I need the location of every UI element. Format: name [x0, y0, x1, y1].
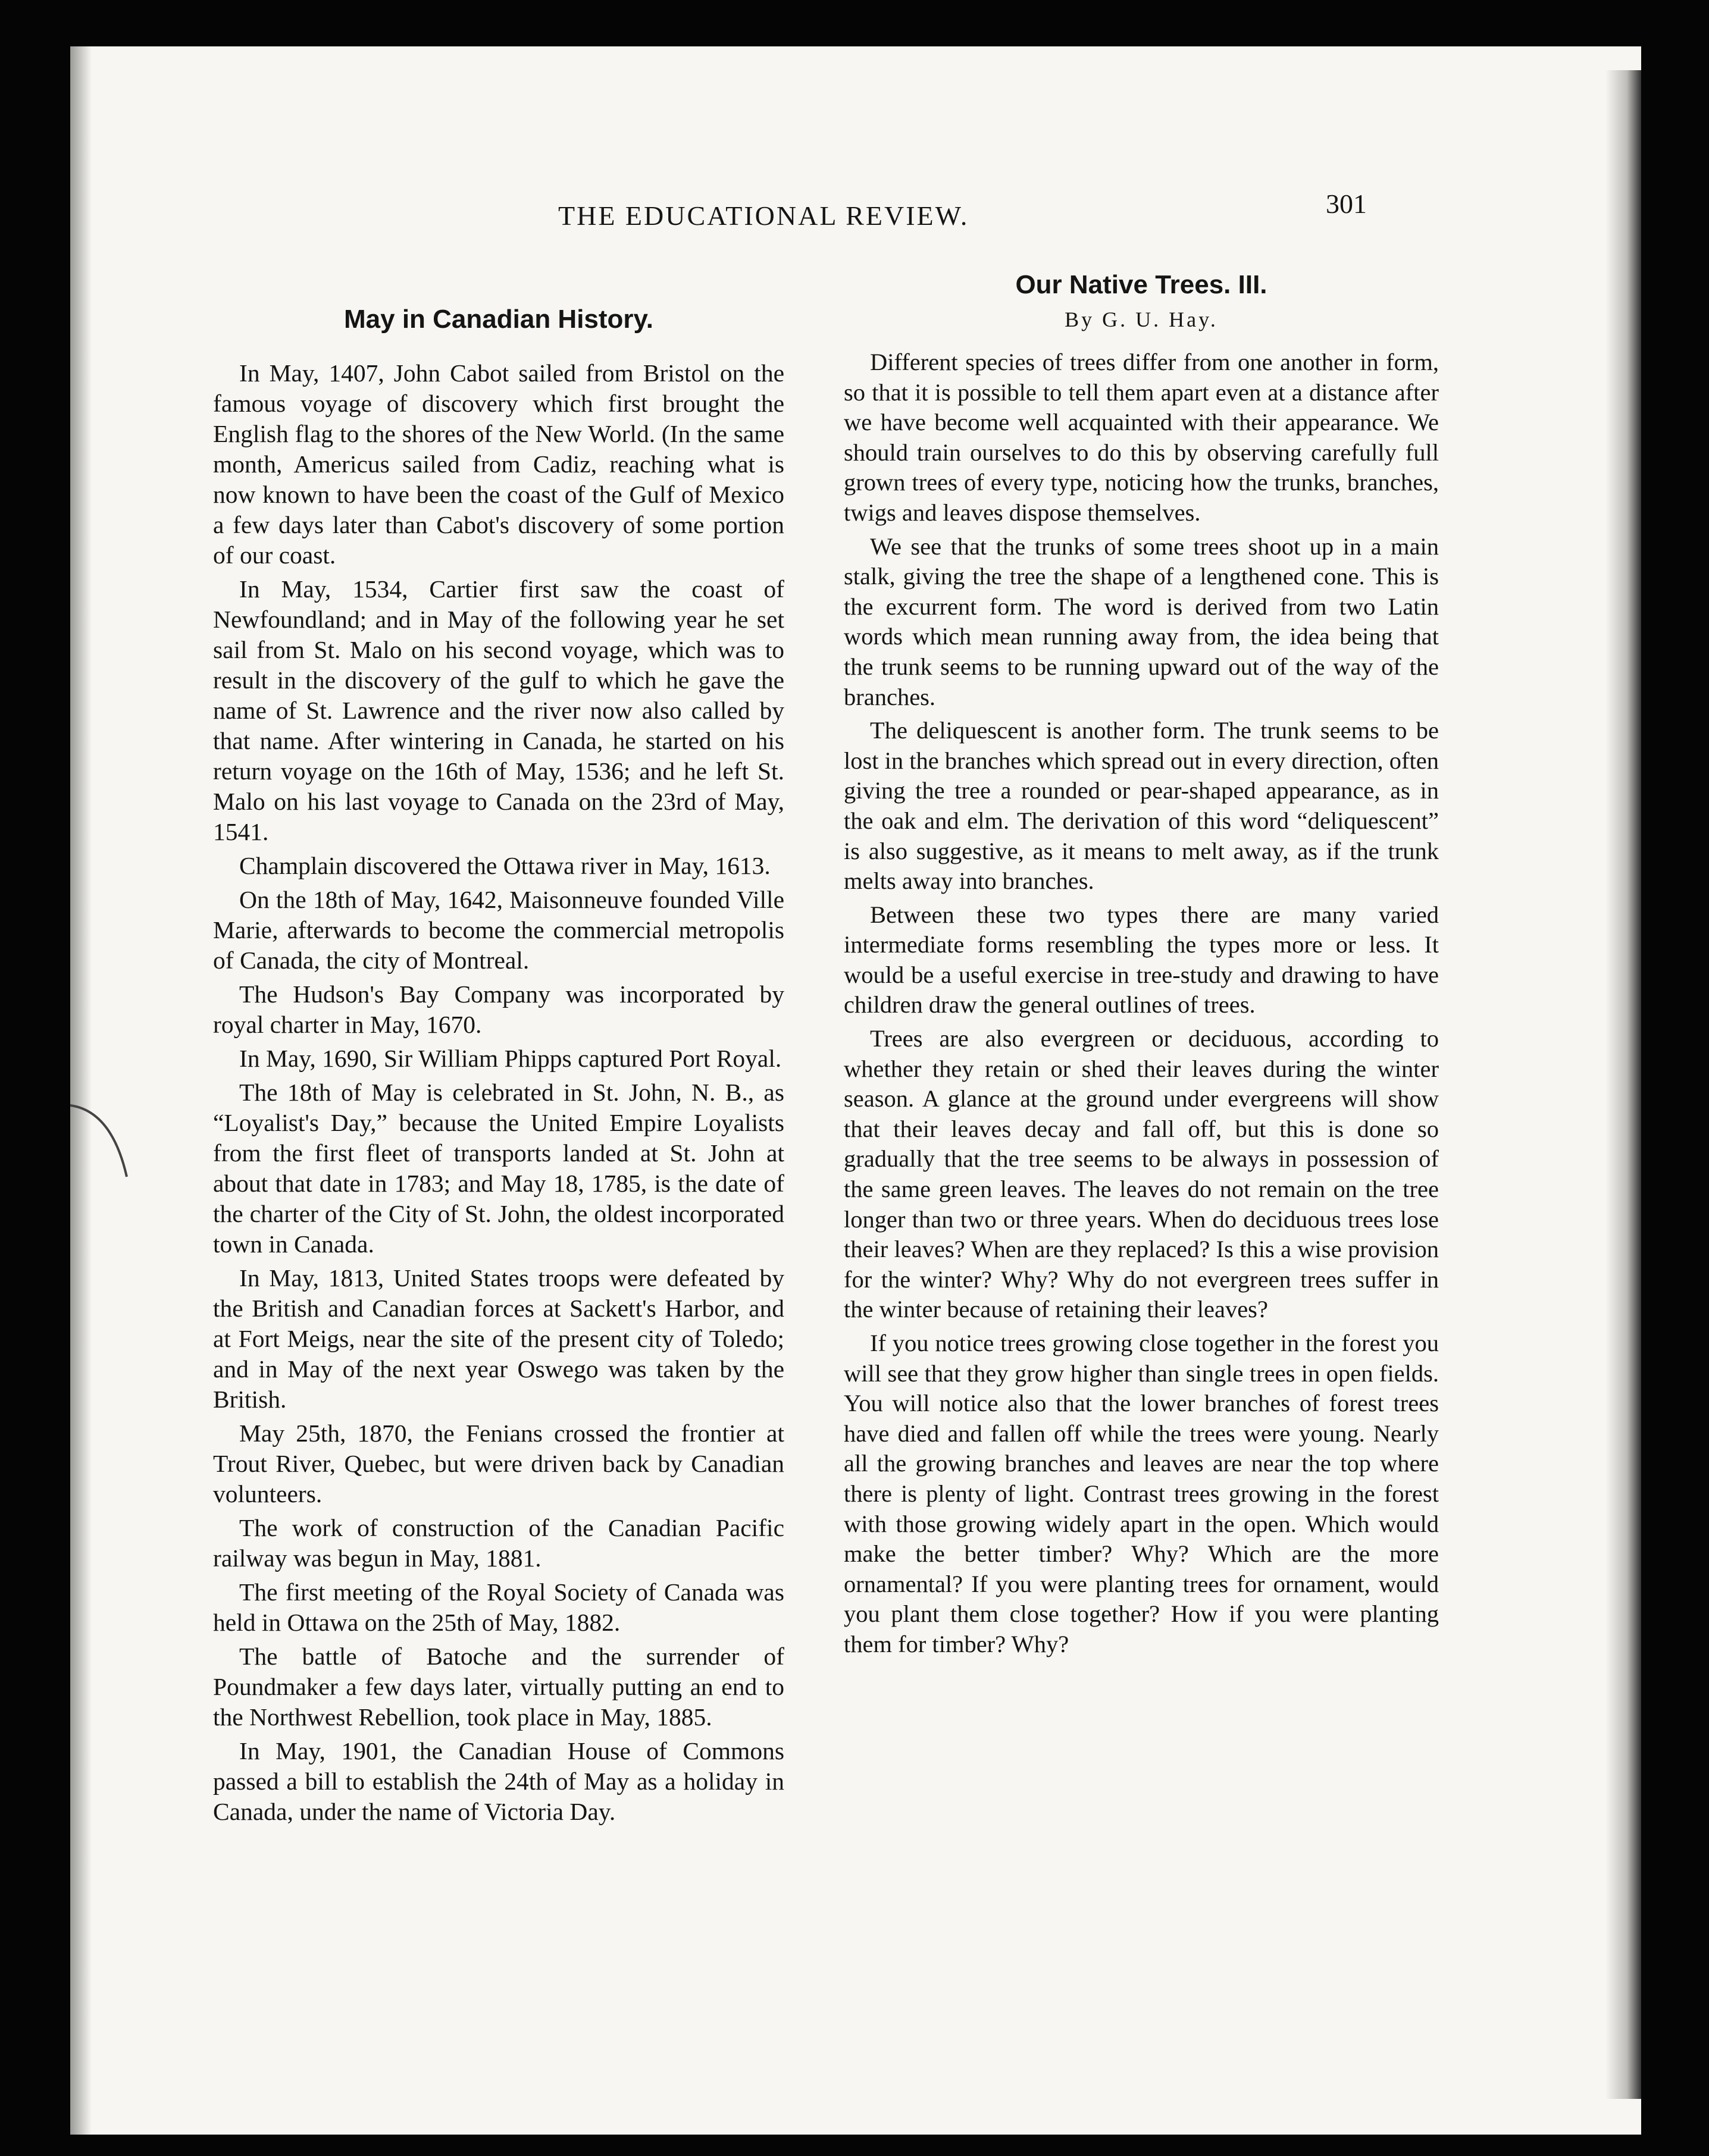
running-head: THE EDUCATIONAL REVIEW. [558, 200, 969, 231]
paragraph: The Hudson's Bay Company was incorporated by royal charter in May, 1670. [213, 980, 784, 1038]
paragraph: The battle of Batoche and the surrender of Poundmaker a few days later, virtually putting an end to the Northwest Rebellion, took place in May, 1885. [213, 1643, 784, 1731]
gutter-shadow [70, 46, 92, 2135]
paragraph: If you notice trees growing close together in the forest you will see that they grow higher than single trees in open fields. You will notice also that the lower branches of forest trees have died and fallen off while the trees were young. Nearly all the growing branches and leaves are near the top where there is plenty of light. Contrast trees growing in the forest with those growing widely apart in the open. Which would make the better timber? Why? Which are the more ornamental? If you were planting trees for ornament, would you plant them close together? How if you were planting them for timber? Why? [844, 1330, 1439, 1657]
paragraph: Different species of trees differ from one another in form, so that it is possible to tell them apart even at a distance after we have become well acquainted with their appearance. We should train ourselves to do this by observing carefully full grown trees of every type, noticing how the trunks, branches, twigs and leaves dispose themselves. [844, 349, 1439, 526]
paragraph: May 25th, 1870, the Fenians crossed the frontier at Trout River, Quebec, but were driven back by Canadian volunteers. [213, 1419, 784, 1508]
paragraph: We see that the trunks of some trees shoot up in a main stalk, giving the tree the shape of a lengthened cone. This is the excurrent form. The word is derived from two Latin words which mean running away from, the idea being that the trunk seems to be running upward out of the way of the branches. [844, 532, 1439, 710]
paragraph: Between these two types there are many varied intermediate forms resembling the types more or less. It would be a useful exercise in tree-study and drawing to have children draw the general outlines of trees. [844, 901, 1439, 1019]
byline: By G. U. Hay. [1065, 308, 1218, 331]
article-title-native-trees: Our Native Trees. III. [1015, 270, 1267, 299]
left-column [213, 296, 784, 1831]
paragraph: In May, 1813, United States troops were defeated by the British and Canadian forces at Sackett's Harbor, and at Fort Meigs, near the site of the present city of Toledo; and in May of the next year Oswego was taken by the British. [213, 1264, 784, 1413]
paragraph: The deliquescent is another form. The trunk seems to be lost in the branches which spread out in every direction, often giving the tree a rounded or pear-shaped appearance, as in the oak and elm. The derivation of this word “deliquescent” is also suggestive, as it means to melt away, as if the trunk melts away into branches. [844, 717, 1439, 895]
paragraph: In May, 1901, the Canadian House of Commons passed a bill to establish the 24th of May as a holiday in Canada, under the name of Victoria Day. [213, 1737, 784, 1825]
paragraph: In May, 1690, Sir William Phipps captured Port Royal. [239, 1045, 782, 1072]
article-title-may-history: May in Canadian History. [344, 305, 653, 334]
page-number: 301 [1326, 189, 1367, 219]
margin-mark-icon [70, 1099, 136, 1183]
paragraph: The work of construction of the Canadian Pacific railway was begun in May, 1881. [213, 1514, 784, 1572]
right-column [844, 270, 1439, 1663]
scanned-page [70, 46, 1641, 2135]
paragraph: On the 18th of May, 1642, Maisonneuve founded Ville Marie, afterwards to become the commercial metropolis of Canada, the city of Montreal. [213, 886, 784, 974]
paragraph: The 18th of May is celebrated in St. John, N. B., as “Loyalist's Day,” because the United Empire Loyalists from the first fleet of transports landed at St. John at about that date in 1783; and May 18, 1785, is the date of the charter of the City of St. John, the oldest incorporated town in Canada. [213, 1079, 784, 1258]
paragraph: The first meeting of the Royal Society of Canada was held in Ottawa on the 25th of May, 1882. [213, 1578, 784, 1636]
paragraph: In May, 1534, Cartier first saw the coast of Newfoundland; and in May of the following year he set sail from St. Malo on his second voyage, which was to result in the discovery of the gulf to which he gave the name of St. Lawrence and the river now also called by that name. After wintering in Canada, he started on his return voyage on the 16th of May, 1536; and he left St. Malo on his last voyage to Canada on the 23rd of May, 1541. [213, 575, 784, 845]
paragraph: Trees are also evergreen or deciduous, according to whether they retain or shed their leaves during the winter season. A glance at the ground under evergreens will show that their leaves decay and fall off, but this is done so gradually that the tree seems to be always in possession of the same green leaves. The leaves do not remain on the tree longer than two or three years. When do deciduous trees lose their leaves? When are they replaced? Is this a wise provision for the winter? Why? Why do not evergreen trees suffer in the winter because of retaining their leaves? [844, 1025, 1439, 1323]
page-edge-shadow [1605, 70, 1641, 2099]
paragraph: Champlain discovered the Ottawa river in May, 1613. [239, 852, 771, 879]
paragraph: In May, 1407, John Cabot sailed from Bristol on the famous voyage of discovery which first brought the English flag to the shores of the New World. (In the same month, Americus sailed from Cadiz, reaching what is now known to have been the coast of the Gulf of Mexico a few days later than Cabot's discovery of some portion of our coast. [213, 359, 784, 569]
